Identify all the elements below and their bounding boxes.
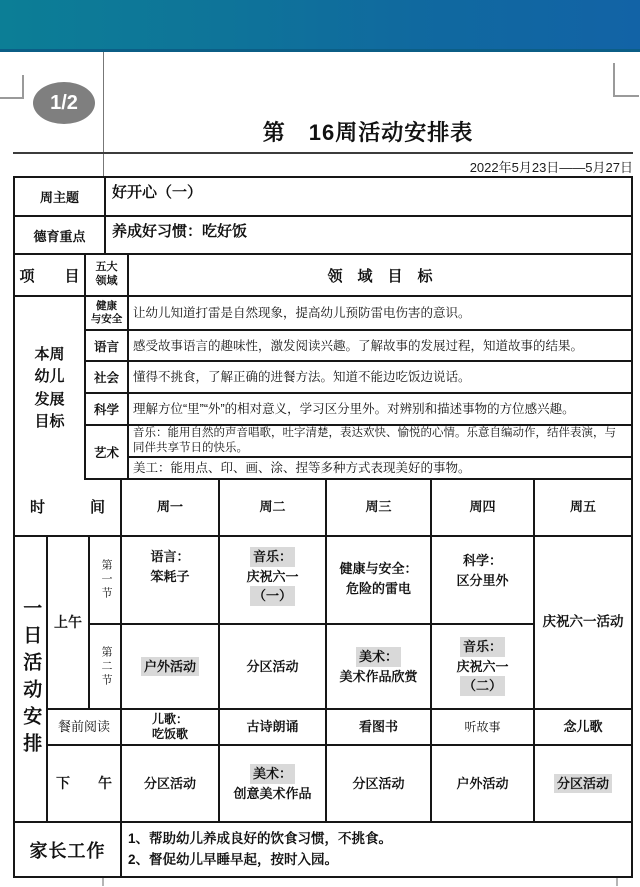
cell-line: 美术：	[356, 647, 401, 667]
domain-label-science: 科学	[86, 394, 129, 424]
time-header: 时 间	[15, 480, 122, 537]
domain-goal-health: 让幼儿知道打雷是自然现象，提高幼儿预防雷电伤害的意识。	[133, 306, 471, 320]
parent-work-row	[15, 823, 631, 876]
cell-period1-tuesday	[220, 537, 327, 625]
parent-work-item: 1、帮助幼儿养成良好的饮食习惯，不挑食。	[128, 830, 393, 846]
moral-focus-label: 德育重点	[15, 217, 106, 253]
dev-goal-label-text: 本周幼儿发展目标	[34, 345, 65, 430]
domain-rows	[86, 297, 631, 480]
domain-row-social	[86, 362, 631, 394]
week-theme-row	[15, 178, 631, 217]
domain-label-line: 健康	[96, 300, 117, 313]
parent-work-item: 2、督促幼儿早睡早起，按时入园。	[128, 851, 339, 867]
project-label: 项 目	[15, 255, 86, 295]
cell-afternoon-monday	[122, 746, 220, 823]
cell-line: 庆祝六一	[246, 568, 299, 584]
header-divider-line	[103, 52, 104, 176]
domain-row-art	[86, 426, 631, 480]
title-rule	[13, 152, 633, 154]
cell-line: 户外活动	[141, 657, 199, 677]
afternoon-label: 下 午	[48, 746, 122, 823]
cell-line: 美术：	[250, 764, 295, 784]
domain-goal-art-music: 音乐：能用自然的声音唱歌，吐字清楚，表达欢快、愉悦的心情。乐意自编动作，结伴表演，与同伴共享节日的快乐。	[129, 426, 631, 458]
goal-header-row	[15, 255, 631, 297]
domain-label-language: 语言	[86, 331, 129, 360]
week-theme-label: 周主题	[15, 178, 106, 215]
parent-work-label: 家长工作	[15, 823, 122, 876]
cell-line: 分区活动	[352, 775, 405, 791]
domain-goal-header: 领 域 目 标	[327, 267, 433, 285]
day-header-thursday: 周四	[432, 480, 535, 537]
cell-line: 区分里外	[456, 572, 509, 588]
five-domains-label	[86, 255, 129, 295]
cell-line: 危险的雷电	[345, 580, 411, 596]
domain-label-social: 社会	[86, 362, 129, 392]
cell-line: 创意美术作品	[233, 785, 312, 801]
cell-line: 念儿歌	[563, 719, 603, 735]
period1-label: 第一节	[90, 537, 122, 625]
cell-line: 科学：	[462, 553, 502, 568]
cell-line: 庆祝六一活动	[542, 614, 624, 630]
domain-label-art: 艺术	[86, 426, 129, 480]
cell-line: 听故事	[464, 720, 501, 734]
cell-period2-thursday	[432, 625, 535, 710]
five-domains-line: 领域	[95, 275, 118, 287]
cell-line: 音乐：	[250, 547, 295, 567]
week-theme-value: 好开心（一）	[112, 184, 203, 201]
cell-line: 健康与安全：	[339, 561, 418, 576]
cell-period1-wednesday	[327, 537, 432, 625]
right-corner-mark	[613, 63, 639, 97]
domain-label-line: 与安全	[90, 313, 123, 325]
cell-line: 笨耗子	[150, 568, 190, 584]
cell-line: 看图书	[358, 719, 398, 735]
cell-premeal-tuesday	[220, 710, 327, 746]
cell-line: 美术作品欣赏	[339, 668, 418, 684]
cell-line: 语言：	[150, 549, 190, 564]
cell-line: 分区活动	[143, 775, 196, 791]
premeal-reading-label: 餐前阅读	[48, 710, 122, 746]
cell-afternoon-thursday	[432, 746, 535, 823]
day-header-wednesday: 周三	[327, 480, 432, 537]
cell-line: 音乐：	[460, 637, 505, 657]
moral-focus-value: 养成好习惯：吃好饭	[112, 223, 248, 240]
five-domains-line: 五大	[95, 261, 118, 274]
day-header-friday: 周五	[535, 480, 631, 537]
cell-period1-monday	[122, 537, 220, 625]
parent-work-content	[122, 823, 631, 876]
domain-row-health	[86, 297, 631, 331]
cell-premeal-wednesday	[327, 710, 432, 746]
page-title: 第 16周活动安排表	[262, 120, 474, 145]
domain-row-language	[86, 331, 631, 362]
cell-premeal-monday	[122, 710, 220, 746]
cell-afternoon-wednesday	[327, 746, 432, 823]
period2-label: 第二节	[90, 625, 122, 710]
schedule-table	[13, 176, 633, 878]
left-corner-mark	[0, 75, 24, 99]
cell-afternoon-friday	[535, 746, 631, 823]
cell-period2-tuesday	[220, 625, 327, 710]
cell-line: （二）	[460, 676, 505, 696]
domain-goal-art-craft: 美工：能用点、印、画、涂、捏等多种方式表现美好的事物。	[129, 458, 631, 480]
development-goals-section	[15, 297, 631, 480]
cell-line: 庆祝六一	[456, 658, 509, 674]
bottom-tick-mark	[616, 878, 618, 886]
cell-line: 吃饭歌	[151, 727, 188, 741]
cell-premeal-friday	[535, 710, 631, 746]
morning-label: 上午	[48, 537, 90, 710]
moral-focus-row	[15, 217, 631, 255]
cell-line: （一）	[250, 586, 295, 606]
daily-activities-label: 一日活动安排	[15, 537, 48, 823]
weekly-schedule-grid	[15, 480, 631, 823]
domain-goal-social: 懂得不挑食，了解正确的进餐方法。知道不能边吃饭边说话。	[133, 370, 471, 384]
domain-goal-science: 理解方位“里”“外”的相对意义，学习区分里外。对辨别和描述事物的方位感兴趣。	[133, 402, 575, 416]
page-number-badge: 1/2	[33, 82, 95, 124]
top-banner	[0, 0, 640, 52]
cell-period2-wednesday	[327, 625, 432, 710]
cell-line: 儿歌：	[151, 712, 188, 726]
domain-row-science	[86, 394, 631, 426]
domain-label-health	[86, 297, 129, 329]
day-header-monday: 周一	[122, 480, 220, 537]
cell-line: 户外活动	[456, 775, 509, 791]
cell-period1-thursday	[432, 537, 535, 625]
domain-goal-language: 感受故事语言的趣味性，激发阅读兴趣。了解故事的发展过程，知道故事的结果。	[133, 338, 584, 353]
day-header-tuesday: 周二	[220, 480, 327, 537]
cell-line: 分区活动	[554, 774, 612, 794]
cell-line: 分区活动	[246, 658, 299, 674]
bottom-tick-mark	[102, 878, 104, 886]
art-goals	[129, 426, 631, 480]
cell-period2-monday	[122, 625, 220, 710]
cell-premeal-thursday	[432, 710, 535, 746]
dev-goal-label	[15, 297, 86, 480]
cell-friday-span	[535, 537, 631, 710]
cell-afternoon-tuesday	[220, 746, 327, 823]
cell-line: 古诗朗诵	[246, 719, 299, 735]
date-range: 2022年5月23日——5月27日	[469, 160, 633, 175]
